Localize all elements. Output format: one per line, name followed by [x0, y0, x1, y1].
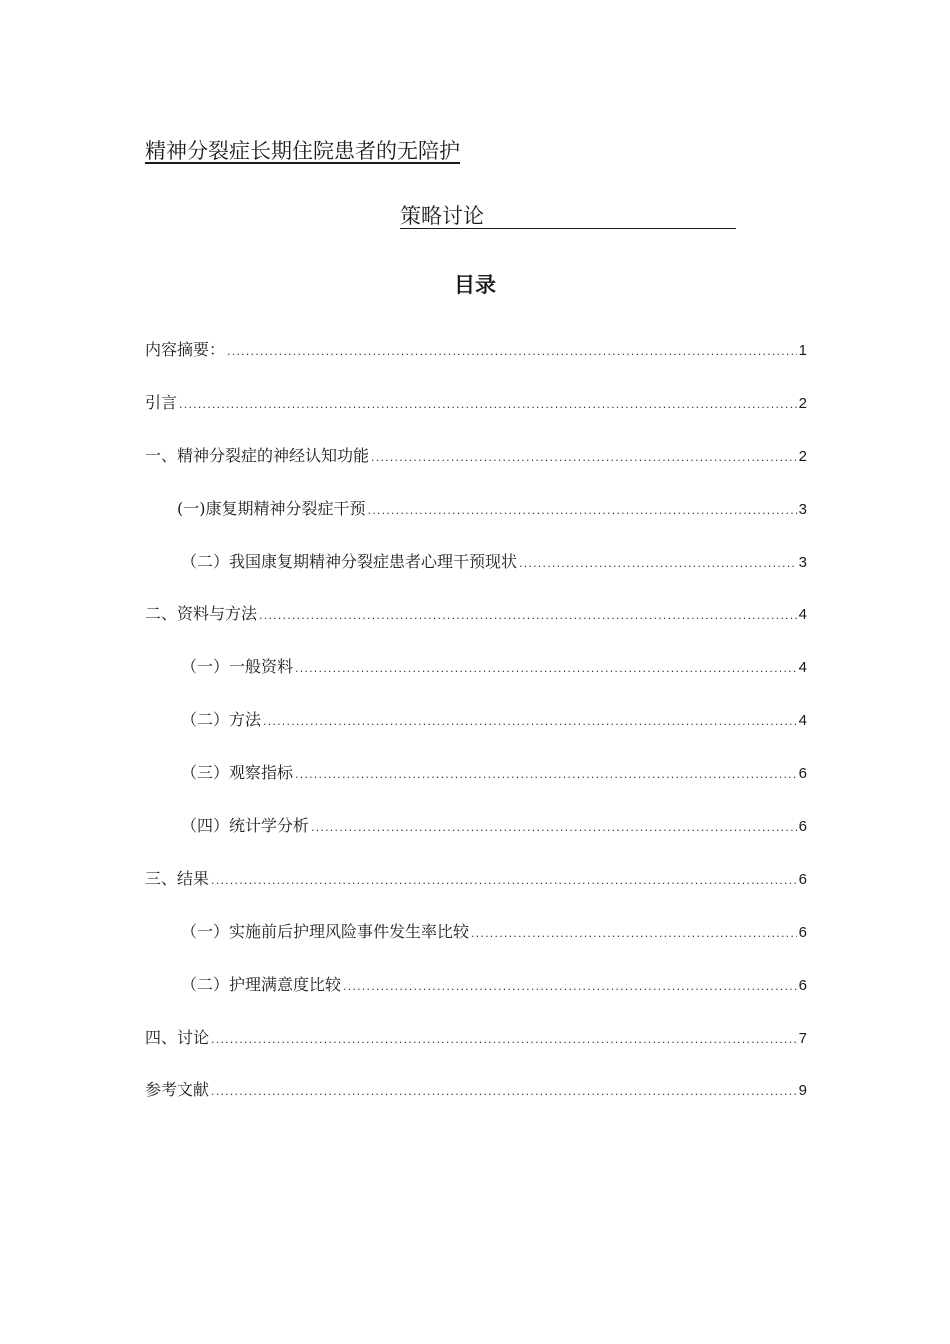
toc-entry-title: （三）观察指标: [181, 763, 294, 783]
toc-page-number: 3: [798, 553, 807, 571]
toc-entry-title: （一）实施前后护理风险事件发生率比较: [181, 921, 470, 941]
toc-entry-title: 参考文献: [145, 1080, 210, 1100]
toc-entry-title: （二）方法: [181, 710, 262, 730]
toc-dot-leader: [263, 710, 797, 734]
toc-page-number: 6: [798, 976, 807, 994]
toc-entry[interactable]: [145, 497, 807, 550]
document-title-line1: 精神分裂症长期住院患者的无陪护: [145, 139, 460, 163]
toc-entry[interactable]: [145, 1078, 807, 1131]
toc-entry-title: （二）我国康复期精神分裂症患者心理干预现状: [181, 551, 518, 571]
toc-heading: 目录: [454, 272, 496, 297]
toc-entry-title: 三、结果: [145, 868, 210, 888]
toc-dot-leader: [211, 1080, 797, 1104]
toc-dot-leader: [211, 869, 797, 893]
toc-dot-leader: [259, 604, 797, 628]
toc-entry[interactable]: [145, 814, 807, 867]
toc-page-number: 9: [798, 1082, 807, 1100]
table-of-contents: [145, 338, 807, 1131]
toc-page-number: 7: [798, 1029, 807, 1047]
toc-dot-leader: [471, 922, 797, 946]
toc-dot-leader: [295, 763, 797, 787]
toc-entry[interactable]: [145, 761, 807, 814]
toc-page-number: 6: [798, 818, 807, 836]
toc-entry[interactable]: [145, 867, 807, 920]
toc-dot-leader: [295, 657, 797, 681]
toc-entry[interactable]: [145, 444, 807, 497]
toc-entry[interactable]: [145, 602, 807, 655]
toc-dot-leader: [311, 816, 797, 840]
toc-dot-leader: [519, 552, 797, 576]
toc-entry-title: 一、精神分裂症的神经认知功能: [145, 445, 370, 465]
toc-entry-title: 内容摘要：: [145, 340, 226, 359]
toc-page-number: 6: [798, 923, 807, 941]
toc-entry[interactable]: [145, 550, 807, 603]
toc-page-number: 6: [798, 870, 807, 888]
toc-entry[interactable]: [145, 338, 807, 391]
toc-page-number: 4: [798, 659, 807, 677]
toc-dot-leader: [371, 446, 797, 470]
toc-entry-title: 四、讨论: [145, 1027, 210, 1047]
toc-entry-title: （四）统计学分析: [181, 816, 310, 836]
toc-entry-title: (一)康复期精神分裂症干预: [177, 498, 366, 518]
toc-entry[interactable]: [145, 920, 807, 973]
toc-entry-title: （一）一般资料: [181, 657, 294, 677]
toc-dot-leader: [343, 975, 797, 999]
toc-entry[interactable]: [145, 973, 807, 1026]
toc-page-number: 4: [798, 712, 807, 730]
toc-dot-leader: [179, 393, 797, 417]
toc-entry[interactable]: [145, 391, 807, 444]
toc-page-number: 3: [798, 500, 807, 518]
toc-entry-title: （二）护理满意度比较: [181, 974, 342, 994]
toc-entry[interactable]: [145, 1026, 807, 1079]
toc-page-number: 2: [798, 394, 807, 412]
toc-dot-leader: [211, 1028, 797, 1052]
toc-page-number: 6: [798, 765, 807, 783]
toc-dot-leader: [227, 340, 797, 364]
toc-dot-leader: [368, 499, 797, 523]
toc-page-number: 2: [798, 447, 807, 465]
toc-entry[interactable]: [145, 655, 807, 708]
toc-page-number: 4: [798, 606, 807, 624]
toc-page-number: 1: [798, 342, 807, 359]
toc-entry-title: 二、资料与方法: [145, 604, 258, 624]
toc-entry[interactable]: [145, 708, 807, 761]
toc-entry-title: 引言: [145, 392, 178, 412]
document-title-line2: 策略讨论: [400, 201, 736, 229]
